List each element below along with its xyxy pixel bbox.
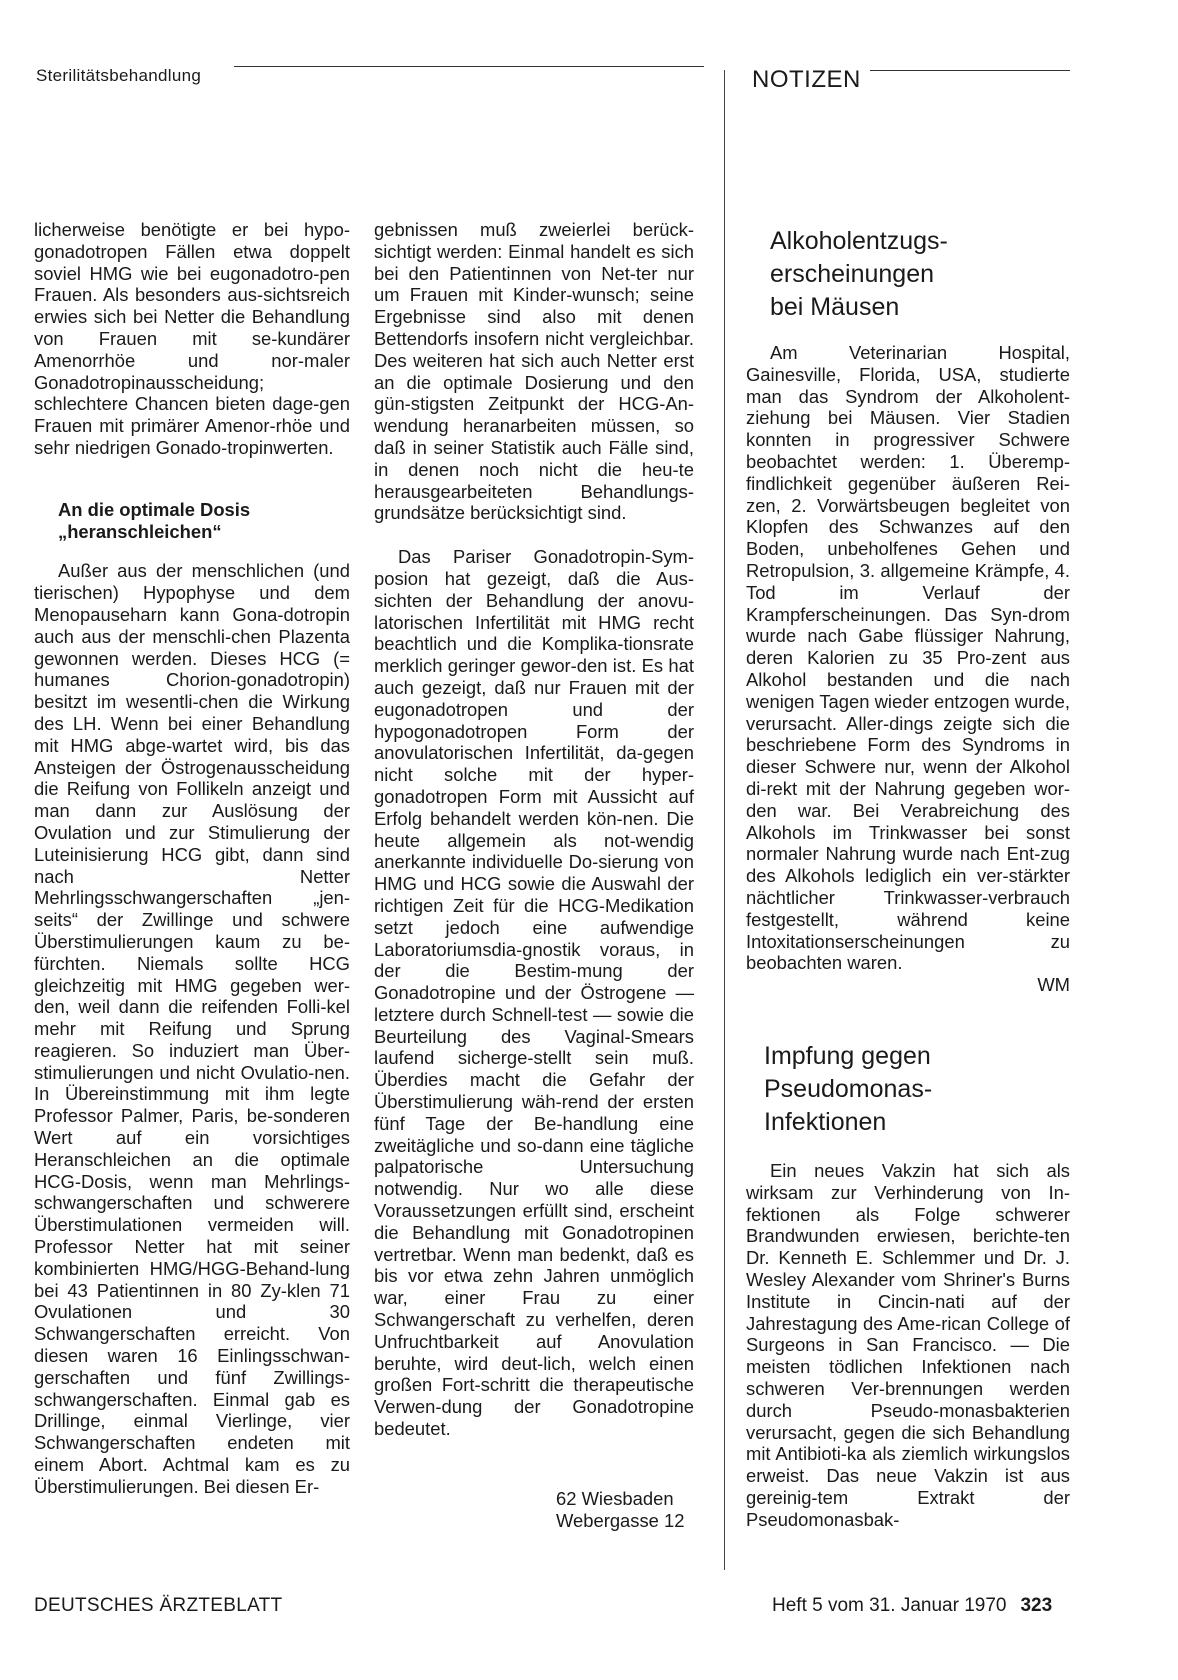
notice-body xyxy=(746,1160,1070,1531)
column-1 xyxy=(34,219,350,1498)
title-line: bei Mäusen xyxy=(770,293,900,321)
address-line: 62 Wiesbaden xyxy=(556,1488,674,1509)
paragraph: Außer aus der menschlichen (und tierischen) Hypophyse und dem Menopauseharn kann Gona-dotropin auch aus der menschli-chen Plazenta gewonnen werden. Dieses HCG (= humanes Chorion-gonadotropin) besitzt im wesentli-chen die Wirkung des LH. Wenn bei einer Behandlung mit HMG abge-wartet wird, bis das Ansteigen der Östrogenausscheidung die Reifung von Follikeln anzeigt und man dann zur Auslösung der Ovulation und zur Stimulierung der Luteinisierung HCG gibt, dann sind nach Netter Mehrlingsschwangerschaften „jen-seits“ der Zwillinge und schwere Überstimulierungen kaum zu be-fürchten. Niemals sollte HCG gleichzeitig mit HMG gegeben wer-den, weil dann die reifenden Folli-kel mehr mit Reifung und Sprung reagieren. So induziert man Über-stimulierungen und nicht Ovulatio-nen. In Übereinstimmung mit ihm legte Professor Palmer, Paris, be-sonderen Wert auf ein vorsichtiges Heranschleichen an die optimale HCG-Dosis, wenn man Mehrlings-schwangerschaften und schwerere Überstimulationen vermeiden will. Professor Netter hat mit seiner kombinierten HMG/HGG-Behand-lung bei 43 Patientinnen in 80 Zy-klen 71 Ovulationen und 30 Schwangerschaften erreicht. Von diesen waren 16 Einlingsschwan-gerschaften und fünf Zwillings-schwangerschaften. Einmal gab es Drillinge, einmal Vierlinge, vier Schwangerschaften endeten mit einem Abort. Achtmal kam es zu Überstimulierungen. Bei diesen Er- xyxy=(34,560,350,1497)
section-label: NOTIZEN xyxy=(752,66,861,93)
subheading xyxy=(34,499,350,543)
paragraph: Am Veterinarian Hospital, Gainesville, Florida, USA, studierte man das Syndrom der Alkoholent-ziehung bei Mäusen. Vier Stadien konnten in progressiver Schwere beobachtet werden: 1. Überemp-findlichkeit gegenüber äußeren Rei-zen, 2. Vorwärtsbeugen begleitet von Klopfen des Schwanzes auf den Boden, unbeholfenes Gehen und Retropulsion, 3. allgemeine Krämpfe, 4. Tod im Verlauf der Krampferscheinungen. Das Syn-drom wurde nach Gabe flüssiger Nahrung, deren Kalorien zu 35 Pro-zent aus Alkohol bestanden und die nach wenigen Tagen wieder entzogen wurde, verursacht. Aller-dings zeigte sich die beschriebene Form des Syndroms in dieser Schwere nur, wenn der Alkohol di-rekt mit der Nahrung gegeben wor-den war. Bei Verabreichung des Alkohols im Trinkwasser bei sonst normaler Nahrung wurde nach Ent-zug des Alkohols lediglich ein ver-stärkter nächtlicher Trinkwasser-verbrauch festgestellt, während keine Intoxitationserscheinungen zu beobachten waren. xyxy=(746,342,1070,974)
paragraph: Das Pariser Gonadotropin-Sym-posion hat gezeigt, daß die Aus-sichten der Behandlung der anovu-latorischen Infertilität mit HMG recht beachtlich und die Komplika-tionsrate merklich geringer gewor-den ist. Es hat auch gezeigt, daß nur Frauen mit der eugonadotropen und der hypogonadotropen Form der anovulatorischen Infertilität, da-gegen nicht solche mit der hyper-gonadotropen Form mit Aussicht auf Erfolg behandelt werden kön-nen. Die heute allgemein als not-wendig anerkannte individuelle Do-sierung von HMG und HCG sowie die Auswahl der richtigen Zeit für die HCG-Medikation setzt jedoch eine aufwendige Laboratoriumsdia-gnostik voraus, in der die Bestim-mung der Gonadotropine und der Östrogene — letztere durch Schnell-test — sowie die Beurteilung des Vaginal-Smears laufend sicherge-stellt sein muß. Überdies macht die Gefahr der Überstimulierung wäh-rend der ersten fünf Tage der Be-handlung eine zweitägliche und so-dann eine tägliche palpatorische Untersuchung notwendig. Nur wo alle diese Voraussetzungen erfüllt sind, erscheint die Behandlung mit Gonadotropinen vertretbar. Wenn man bedenkt, daß es bis vor etwa zehn Jahren unmöglich war, einer Frau zu einer Schwangerschaft zu verhelfen, deren Unfruchtbarkeit auf Anovulation beruhte, wird deut-lich, welch einen großen Fort-schritt die therapeutische Verwen-dung der Gonadotropine bedeutet. xyxy=(374,546,694,1440)
address-line: Webergasse 12 xyxy=(556,1510,685,1531)
header-rule-right xyxy=(870,70,1070,71)
subheading-line: „heranschleichen“ xyxy=(58,520,222,542)
title-line: Alkoholentzugs- xyxy=(770,227,948,255)
title-line: erscheinungen xyxy=(770,260,935,288)
column-2 xyxy=(374,219,694,1440)
title-line: Infektionen xyxy=(764,1108,887,1136)
header-rule-left xyxy=(234,66,704,67)
issue-date: Heft 5 vom 31. Januar 1970 xyxy=(772,1595,1007,1616)
author-initials: WM xyxy=(1037,974,1070,996)
paragraph: Ein neues Vakzin hat sich als wirksam zur Verhinderung von In-fektionen als Folge schwerer Brandwunden erwiesen, berichte-ten Dr. Kenneth E. Schlemmer und Dr. J. Wesley Alexander vom Shriner's Burns Institute in Cincin-nati auf der Jahrestagung des Ame-rican College of Surgeons in San Francisco. — Die meisten tödlichen Infektionen nach schweren Ver-brennungen werden durch Pseudo-monasbakterien verursacht, gegen die sich Behandlung mit Antibioti-ka als ziemlich wirkungslos erweist. Das neue Vakzin ist aus gereinig-tem Extrakt der Pseudomonasbak- xyxy=(746,1160,1070,1530)
author-address xyxy=(556,1488,684,1532)
notice-title xyxy=(764,1040,932,1139)
notice-title xyxy=(770,225,948,324)
subheading-line: An die optimale Dosis xyxy=(58,498,251,520)
title-line: Impfung gegen xyxy=(764,1042,931,1070)
running-head: Sterilitätsbehandlung xyxy=(36,66,202,85)
paragraph: gebnissen muß zweierlei berück-sichtigt werden: Einmal handelt es sich bei den Patientinnen von Net-ter nur um Frauen mit Kinder-wunsch; seine Ergebnisse sind also mit denen Bettendorfs insofern nicht vergleichbar. Des weiteren hat sich auch Netter erst an die optimale Dosierung und den gün-stigsten Zeitpunkt der HCG-An-wendung heranarbeiten müssen, so daß in seiner Statistik auch Fälle sind, in denen noch nicht die heu-te herausgearbeiteten Behandlungs-grundsätze berücksichtigt sind. xyxy=(374,219,694,524)
title-line: Pseudomonas- xyxy=(764,1075,933,1103)
issue-info xyxy=(772,1595,1052,1617)
paragraph: licherweise benötigte er bei hypo-gonadotropen Fällen etwa doppelt soviel HMG wie bei eugonadotro-pen Frauen. Als besonders aus-sichtsreich erwies sich bei Netter die Behandlung von Frauen mit se-kundärer Amenorrhöe und nor-maler Gonadotropinausscheidung; schlechtere Chancen bieten dage-gen Frauen mit primärer Amenor-rhöe und sehr niedrigen Gonado-tropinwerten. xyxy=(34,219,350,458)
notice-body xyxy=(746,342,1070,996)
page-number: 323 xyxy=(1020,1595,1053,1616)
column-divider xyxy=(724,70,725,1570)
journal-name: DEUTSCHES ÄRZTEBLATT xyxy=(34,1595,283,1616)
